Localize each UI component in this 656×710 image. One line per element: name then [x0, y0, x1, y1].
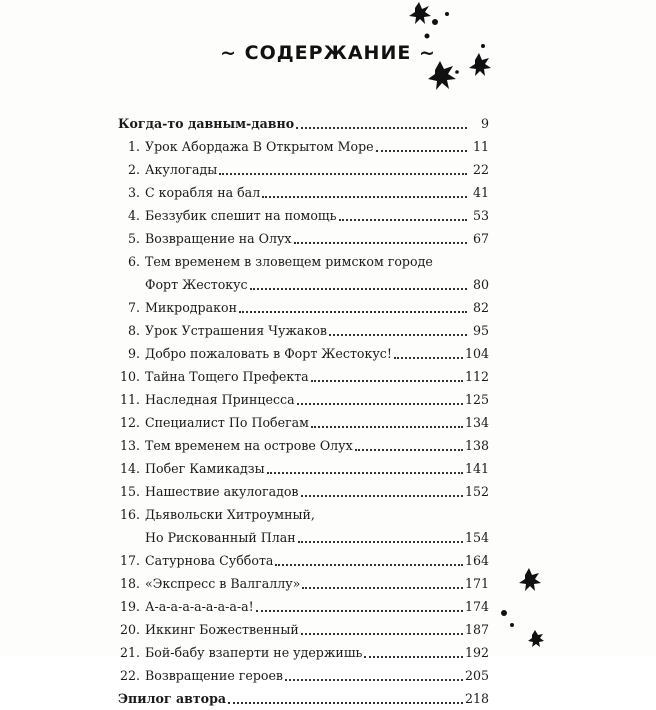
toc-row	[118, 434, 489, 457]
toc-page-number: 41	[472, 185, 489, 200]
leader-dots	[329, 333, 467, 336]
toc-page-number: 174	[464, 599, 489, 614]
leader-dots	[301, 494, 463, 497]
toc-row	[118, 388, 489, 411]
toc-entry-title: Добро пожаловать в Форт Жестокус!	[145, 346, 392, 361]
toc-row	[118, 250, 489, 273]
leader-dots	[296, 126, 467, 129]
toc-row	[118, 135, 489, 158]
toc-entry-title: Сатурнова Суббота	[145, 553, 274, 568]
toc-entry-title: Побег Камикадзы	[145, 461, 265, 476]
toc-row	[118, 641, 489, 664]
toc-page-number: 9	[480, 116, 489, 131]
chapter-list	[118, 135, 489, 687]
toc-row	[118, 618, 489, 641]
toc-entry-title: Урок Устрашения Чужаков	[145, 323, 327, 338]
toc-entry-title: Микродракон	[145, 300, 237, 315]
toc-page-number: 134	[464, 415, 489, 430]
toc-chapter-number: 4.	[127, 208, 140, 223]
toc-chapter-number: 11.	[119, 392, 140, 407]
toc-row	[118, 181, 489, 204]
toc-entry-title: Возвращение на Олух	[145, 231, 292, 246]
toc-row	[118, 664, 489, 687]
ink-blot-bottom-right	[490, 565, 570, 655]
toc-page-number: 95	[472, 323, 489, 338]
leader-dots	[301, 632, 463, 635]
toc-chapter-number: 21.	[119, 645, 140, 660]
toc-page-number: 164	[464, 553, 489, 568]
toc-chapter-number: 1.	[127, 139, 140, 154]
toc-epilogue	[118, 687, 489, 710]
table-of-contents	[118, 112, 489, 710]
toc-entry-title: Иккинг Божественный	[145, 622, 299, 637]
page-title: ~ СОДЕРЖАНИЕ ~	[220, 42, 436, 64]
toc-row	[118, 526, 489, 549]
toc-page-number: 171	[464, 576, 489, 591]
toc-entry-title: Беззубик спешит на помощь	[145, 208, 337, 223]
toc-chapter-number: 10.	[119, 369, 140, 384]
leader-dots	[250, 287, 467, 290]
toc-entry-title: Бой-бабу взаперти не удержишь	[145, 645, 363, 660]
leader-dots	[275, 563, 463, 566]
toc-entry-title: Возвращение героев	[145, 668, 284, 683]
leader-dots	[302, 586, 463, 589]
toc-entry-title: Наследная Принцесса	[145, 392, 295, 407]
leader-dots	[297, 402, 463, 405]
toc-page-number: 104	[464, 346, 489, 361]
toc-page-number: 141	[464, 461, 489, 476]
toc-prologue	[118, 112, 489, 135]
toc-page-number: 67	[472, 231, 489, 246]
leader-dots	[376, 149, 467, 152]
leader-dots	[394, 356, 463, 359]
leader-dots	[298, 540, 463, 543]
toc-page-number: 11	[472, 139, 489, 154]
toc-page-number: 112	[464, 369, 489, 384]
toc-row	[118, 549, 489, 572]
toc-row	[118, 158, 489, 181]
toc-entry-title: Но Рискованный План	[145, 530, 296, 545]
toc-entry-title: Урок Абордажа В Открытом Море	[145, 139, 374, 154]
toc-entry-title: Форт Жестокус	[145, 277, 248, 292]
leader-dots	[267, 471, 463, 474]
toc-entry-title: Дьявольски Хитроумный,	[145, 507, 315, 522]
toc-chapter-number: 20.	[119, 622, 140, 637]
toc-entry-title: Когда-то давным-давно	[118, 116, 295, 131]
leader-dots	[228, 701, 463, 704]
leader-dots	[339, 218, 467, 221]
leader-dots	[262, 195, 467, 198]
toc-row	[118, 342, 489, 365]
toc-entry-title: Эпилог автора	[118, 691, 227, 706]
toc-chapter-number: 16.	[119, 507, 140, 522]
toc-chapter-number: 22.	[119, 668, 140, 683]
toc-row	[118, 204, 489, 227]
toc-row	[118, 595, 489, 618]
toc-row	[118, 296, 489, 319]
toc-row	[118, 503, 489, 526]
leader-dots	[311, 425, 463, 428]
toc-page-number: 125	[464, 392, 489, 407]
toc-chapter-number: 3.	[127, 185, 140, 200]
toc-chapter-number: 14.	[119, 461, 140, 476]
toc-page-number: 205	[464, 668, 489, 683]
toc-chapter-number: 13.	[119, 438, 140, 453]
toc-row	[118, 457, 489, 480]
leader-dots	[256, 609, 463, 612]
toc-entry-title: С корабля на бал	[145, 185, 261, 200]
toc-page-number: 138	[464, 438, 489, 453]
toc-chapter-number: 18.	[119, 576, 140, 591]
leader-dots	[364, 655, 463, 658]
toc-page-number: 187	[464, 622, 489, 637]
toc-chapter-number: 5.	[127, 231, 140, 246]
toc-chapter-number: 19.	[119, 599, 140, 614]
toc-chapter-number: 7.	[127, 300, 140, 315]
leader-dots	[285, 678, 463, 681]
toc-entry-title: Тем временем в зловещем римском городе	[145, 254, 433, 269]
leader-dots	[355, 448, 463, 451]
toc-row	[118, 365, 489, 388]
toc-chapter-number: 15.	[119, 484, 140, 499]
toc-page-number: 82	[472, 300, 489, 315]
toc-page-number: 152	[464, 484, 489, 499]
toc-entry-title: Акулогады	[145, 162, 218, 177]
toc-page-number: 154	[464, 530, 489, 545]
leader-dots	[311, 379, 463, 382]
toc-chapter-number: 17.	[119, 553, 140, 568]
toc-row	[118, 273, 489, 296]
toc-entry-title: Нашествие акулогадов	[145, 484, 299, 499]
leader-dots	[239, 310, 467, 313]
leader-dots	[219, 172, 467, 175]
toc-page-number: 80	[472, 277, 489, 292]
toc-page-number: 53	[472, 208, 489, 223]
toc-entry-title: Тем временем на острове Олух	[145, 438, 353, 453]
toc-chapter-number: 12.	[119, 415, 140, 430]
leader-dots	[294, 241, 467, 244]
toc-chapter-number: 8.	[127, 323, 140, 338]
toc-page-number: 192	[464, 645, 489, 660]
toc-page-number: 22	[472, 162, 489, 177]
toc-chapter-number: 2.	[127, 162, 140, 177]
toc-chapter-number: 9.	[127, 346, 140, 361]
toc-row	[118, 227, 489, 250]
toc-entry-title: «Экспресс в Валгаллу»	[145, 576, 301, 591]
toc-row	[118, 572, 489, 595]
toc-row	[118, 319, 489, 342]
toc-page-number: 218	[464, 691, 489, 706]
toc-entry-title: Тайна Тощего Префекта	[145, 369, 309, 384]
toc-entry-title: А-а-а-а-а-а-а-а-а!	[145, 599, 254, 614]
toc-row	[118, 480, 489, 503]
toc-row	[118, 411, 489, 434]
toc-entry-title: Специалист По Побегам	[145, 415, 309, 430]
toc-chapter-number: 6.	[127, 254, 140, 269]
